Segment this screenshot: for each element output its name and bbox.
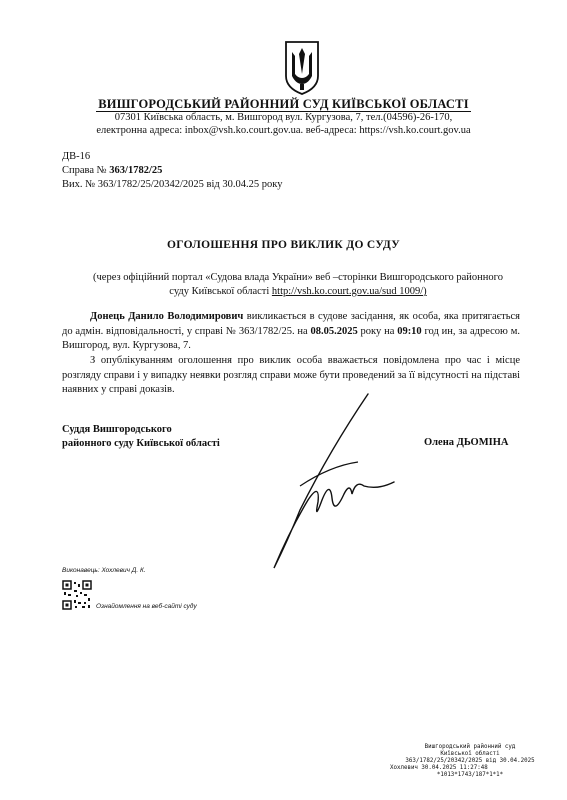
- portal-link[interactable]: http://vsh.ko.court.gov.ua/sud 1009/): [271, 286, 427, 297]
- executor-name: Виконавець: Хохлевич Д. К.: [62, 567, 146, 574]
- case-number-line: [62, 164, 162, 178]
- judge-title-line1: Суддя Вишгородського: [62, 424, 172, 435]
- portal-note: [88, 271, 508, 299]
- registration-stamp: [390, 744, 550, 779]
- stamp-barcode-text: *1013*1743/187*1*1*: [436, 772, 504, 778]
- court-address: 07301 Київська область, м. Вишгород вул. Кургузова, 7, тел.(04596)-26-170,: [114, 112, 453, 123]
- form-code: ДВ-16: [62, 151, 91, 162]
- case-number: 363/1782/25: [109, 165, 163, 176]
- stamp-line2: Київської області: [440, 751, 500, 757]
- notice-paragraph: З опублікуванням оголошення про виклик особа вважається повідомлена про час і місце розгляду справи і у випадку неявки розгляд справи може бути проведений за її відсутності на підставі наявних у справі доказів.: [62, 355, 520, 395]
- hearing-date: 08.05.2025: [310, 325, 358, 337]
- stamp-line1: Вишгородський районний суд: [424, 744, 516, 750]
- judge-name: Олена ДЬОМІНА: [424, 437, 509, 448]
- judge-title-line2: районного суду Київської області: [62, 438, 220, 449]
- handwritten-signature: [260, 390, 400, 580]
- summons-text-b: року на: [357, 325, 398, 337]
- judge-title: [62, 423, 220, 451]
- court-contacts: електронна адреса: inbox@vsh.ko.court.gov.ua. веб-адреса: https://vsh.ko.court.gov.ua: [96, 125, 471, 136]
- person-name: Донець Данило Володимирович: [90, 311, 244, 322]
- qr-note: Ознайомлення на веб-сайті суду: [96, 603, 197, 610]
- court-title: ВИШГОРОДСЬКИЙ РАЙОННИЙ СУД КИЇВСЬКОЇ ОБЛАСТІ: [98, 97, 469, 111]
- portal-text: (через офіційний портал «Судова влада України» веб –сторінки Вишгородського районного суду Київської області: [93, 272, 503, 297]
- hearing-time: 09:10: [397, 325, 422, 337]
- document-heading: ОГОЛОШЕННЯ ПРО ВИКЛИК ДО СУДУ: [167, 239, 400, 251]
- outgoing-number: Вих. № 363/1782/25/20342/2025 від 30.04.25 року: [62, 179, 283, 190]
- case-label: Справа №: [62, 165, 107, 176]
- stamp-line4: Хохлевич 30.04.2025 11:27:48: [390, 765, 488, 771]
- stamp-line3: 363/1782/25/20342/2025 від 30.04.2025: [405, 758, 535, 764]
- summons-paragraph: [62, 310, 520, 354]
- coat-of-arms-emblem: [282, 40, 322, 96]
- qr-code-icon[interactable]: [62, 580, 92, 610]
- summons-text-c: год ин, за адресою м. Вишгород, вул. Кургузова, 7.: [62, 325, 520, 351]
- summons-text-a: викликається в судове засідання, як особа, яка притягається до адмін. відповідальності, у справі № 363/1782/25. на: [62, 311, 520, 337]
